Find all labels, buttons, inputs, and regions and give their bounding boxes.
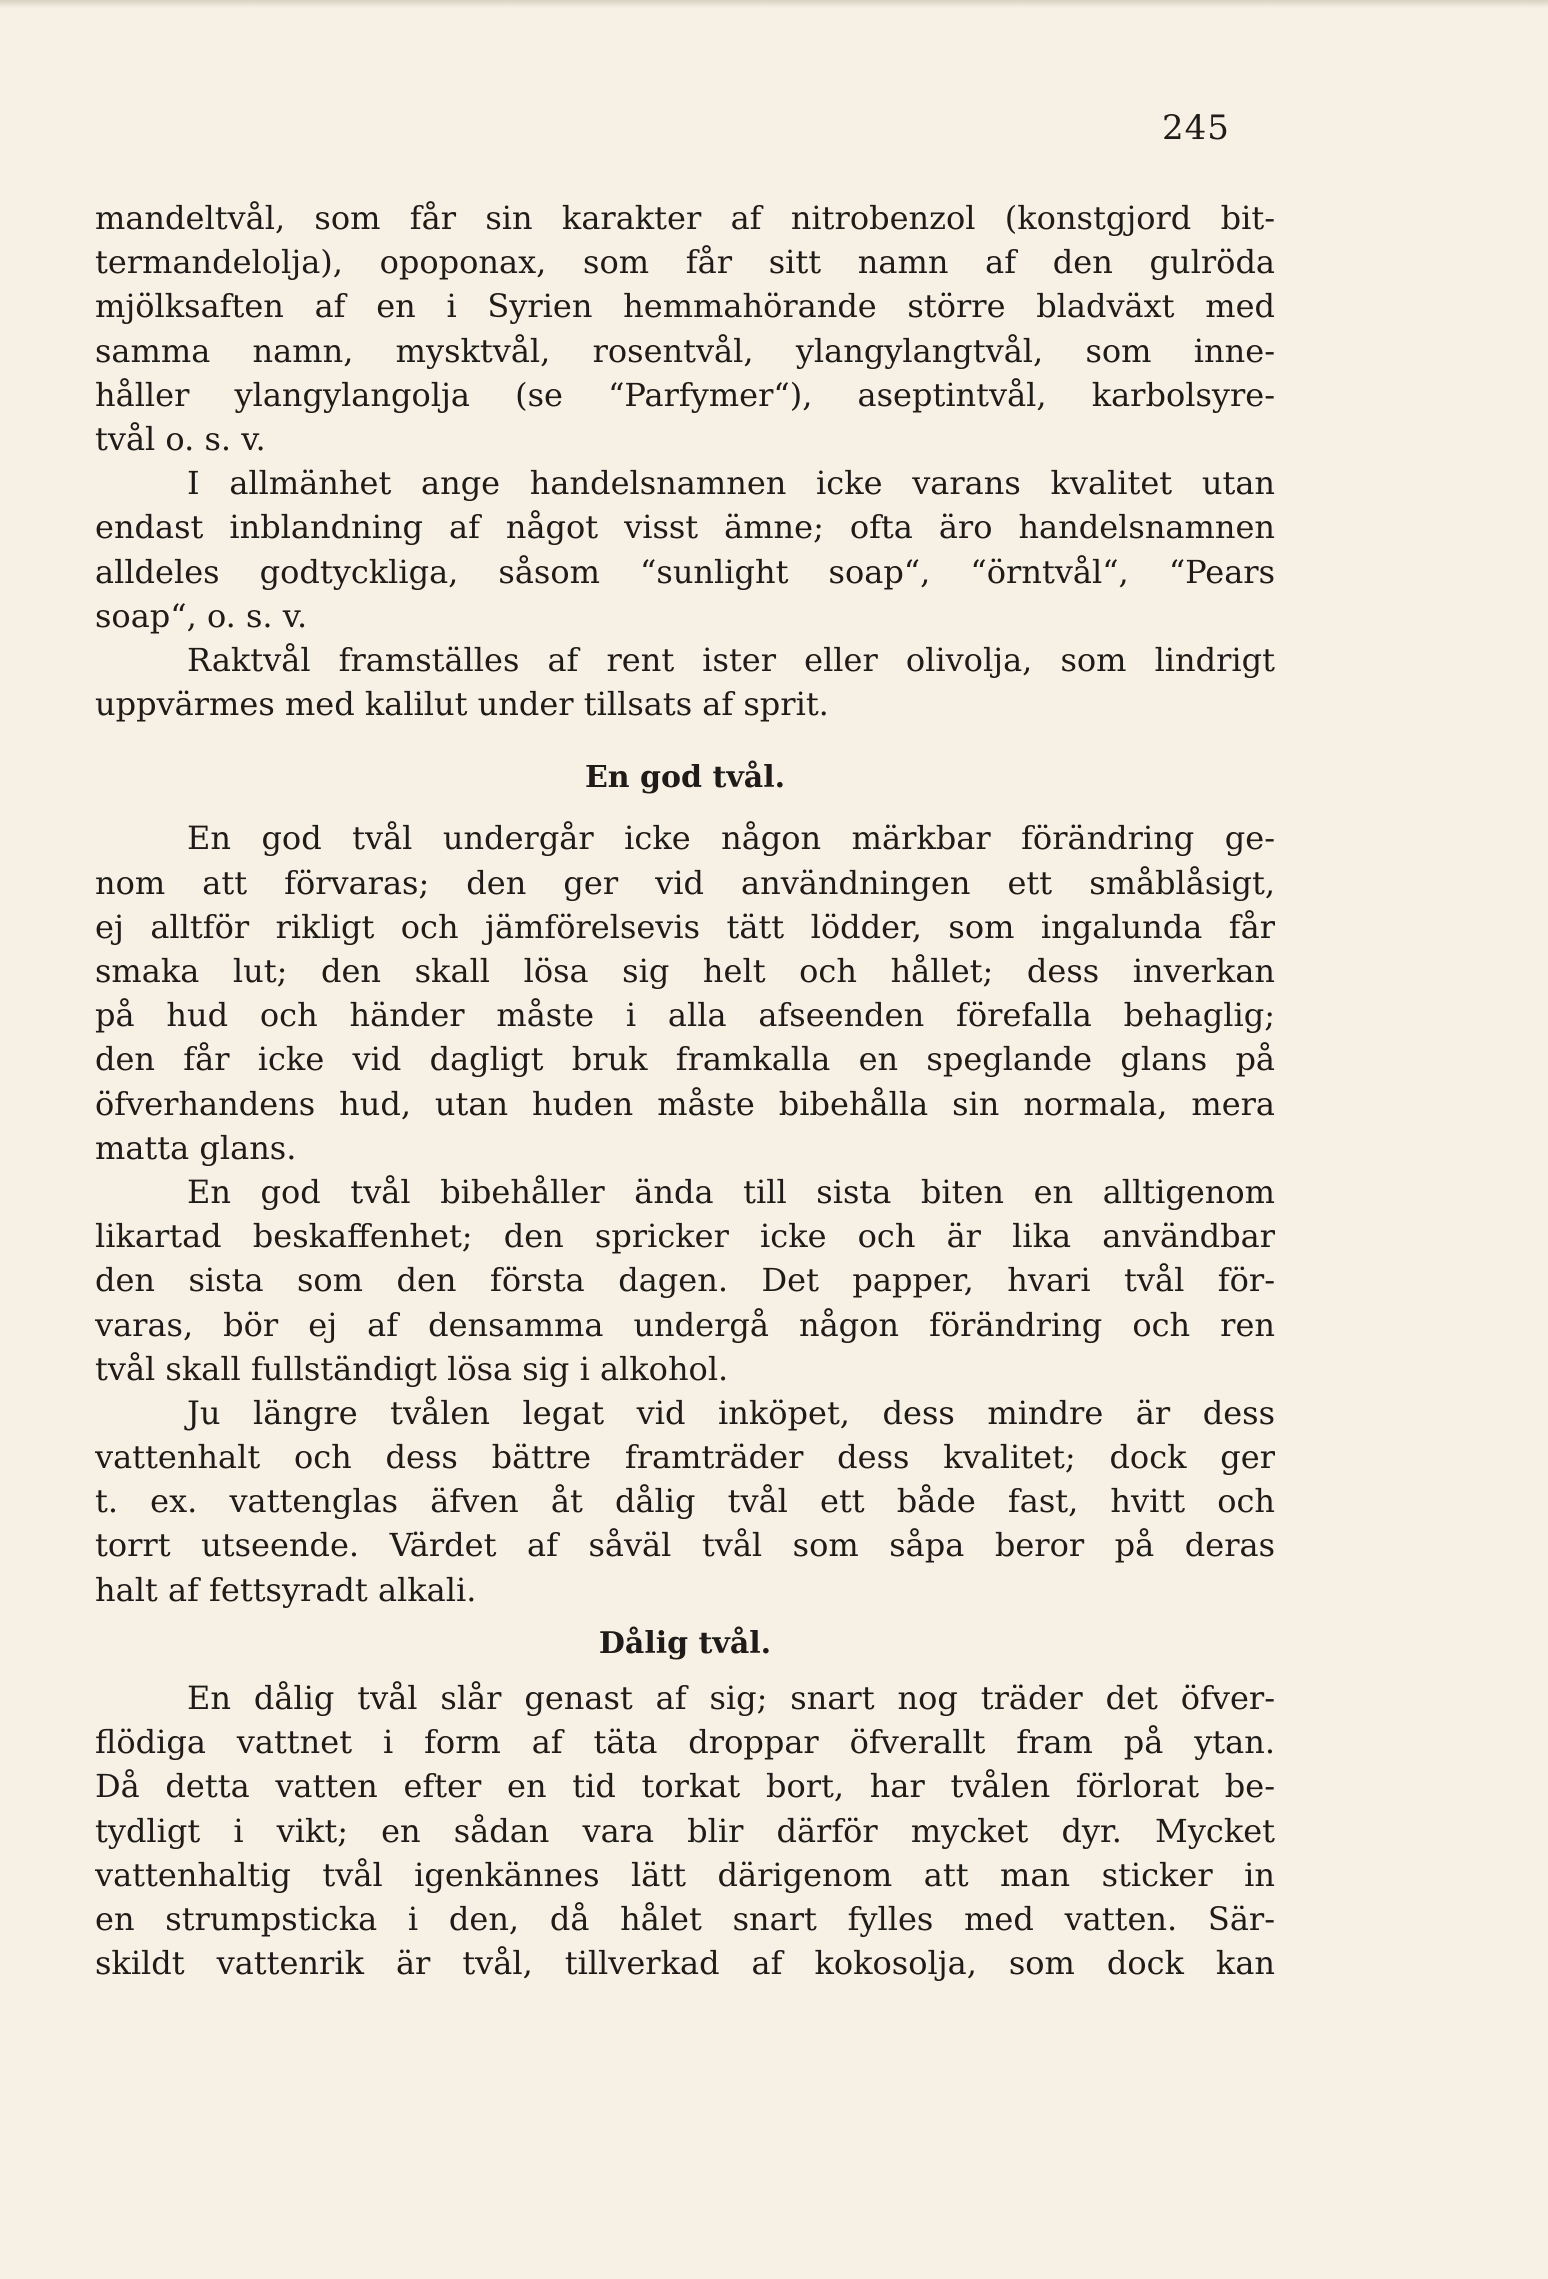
text-line: en strumpsticka i den, då hålet snart fylles med vatten. Sär- — [95, 1899, 1275, 1938]
text-line: på hud och händer måste i alla afseenden förefalla behaglig; — [95, 996, 1275, 1035]
section-heading-good-soap: En god tvål. — [584, 760, 786, 796]
text-line: I allmänhet ange handelsnamnen icke varans kvalitet utan — [187, 464, 1275, 503]
text-line: uppvärmes med kalilut under tillsats af sprit. — [95, 685, 829, 724]
text-line: endast inblandning af något visst ämne; ofta äro handelsnamnen — [95, 508, 1275, 547]
text-line: soap“, o. s. v. — [95, 596, 308, 635]
section-heading-bad-soap: Dålig tvål. — [598, 1625, 772, 1661]
text-line: ej alltför rikligt och jämförelsevis tätt lödder, som ingalunda får — [95, 907, 1275, 946]
text-line: tydligt i vikt; en sådan vara blir därför mycket dyr. Mycket — [95, 1811, 1275, 1850]
text-line: mandeltvål, som får sin karakter af nitrobenzol (konstgjord bit- — [95, 199, 1275, 237]
text-line: varas, bör ej af densamma undergå någon förändring och ren — [95, 1305, 1275, 1344]
text-line: skildt vattenrik är tvål, tillverkad af kokosolja, som dock kan — [95, 1944, 1275, 1983]
text-line: vattenhalt och dess bättre framträder dess kvalitet; dock ger — [95, 1438, 1275, 1477]
text-line: flödiga vattnet i form af täta droppar öfverallt fram på ytan. — [95, 1723, 1275, 1762]
page-top-edge — [0, 0, 1548, 8]
text-line: håller ylangylangolja (se “Parfymer“), aseptintvål, karbolsyre- — [95, 375, 1275, 414]
text-line: matta glans. — [95, 1128, 297, 1167]
text-line: vattenhaltig tvål igenkännes lätt därigenom att man sticker in — [95, 1855, 1275, 1894]
text-line: En god tvål undergår icke någon märkbar förändring ge- — [187, 819, 1275, 858]
text-line: En dålig tvål slår genast af sig; snart nog träder det öfver- — [187, 1679, 1275, 1717]
text-line: den får icke vid dagligt bruk framkalla en speglande glans på — [95, 1040, 1275, 1079]
text-line: alldeles godtyckliga, såsom “sunlight soap“, “örntvål“, “Pears — [95, 552, 1275, 591]
text-line: termandelolja), opoponax, som får sitt namn af den gulröda — [95, 243, 1275, 282]
page-number: 245 — [1162, 108, 1230, 148]
text-line: tvål skall fullständigt lösa sig i alkohol. — [95, 1349, 729, 1388]
text-line: tvål o. s. v. — [95, 419, 266, 458]
text-line: den sista som den första dagen. Det papper, hvari tvål för- — [95, 1261, 1275, 1300]
text-line: likartad beskaffenhet; den spricker icke och är lika användbar — [95, 1217, 1275, 1256]
text-line: mjölksaften af en i Syrien hemmahörande större bladväxt med — [95, 287, 1275, 326]
text-line: smaka lut; den skall lösa sig helt och hållet; dess inverkan — [95, 952, 1275, 990]
text-line: öfverhandens hud, utan huden måste bibehålla sin normala, mera — [95, 1084, 1275, 1123]
text-line: En god tvål bibehåller ända till sista biten en alltigenom — [187, 1172, 1275, 1211]
text-line: Då detta vatten efter en tid torkat bort, har tvålen förlorat be- — [95, 1767, 1275, 1806]
text-line: samma namn, mysktvål, rosentvål, ylangylangtvål, som inne- — [95, 331, 1275, 370]
text-line: Raktvål framställes af rent ister eller olivolja, som lindrigt — [187, 640, 1275, 679]
body-text — [95, 196, 1275, 1985]
text-line: Ju längre tvålen legat vid inköpet, dess mindre är dess — [187, 1393, 1275, 1432]
text-line: nom att förvaras; den ger vid användningen ett småblåsigt, — [95, 863, 1275, 902]
text-line: halt af fettsyradt alkali. — [95, 1570, 477, 1609]
text-line: torrt utseende. Värdet af såväl tvål som såpa beror på deras — [95, 1526, 1275, 1565]
text-line: t. ex. vattenglas äfven åt dålig tvål ett både fast, hvitt och — [95, 1482, 1275, 1521]
